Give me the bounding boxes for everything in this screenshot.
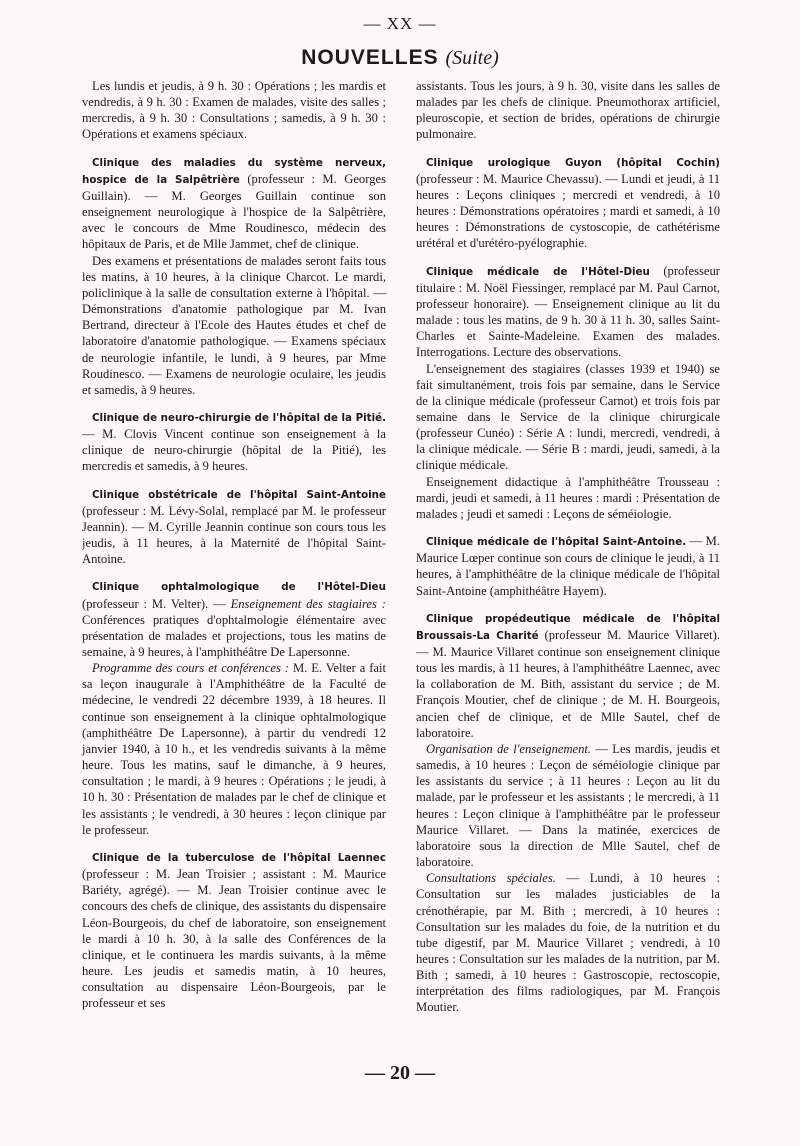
paragraph: L'enseignement des stagiaires (classes 1939 et 1940) se fait simultanément, trois fois par semaine, dans le Service de la clinique médicale (professeur Carnot) et trois fois par semaine dans le Service de la clinique chirurgicale (professeur Cunéo) : Série A : lundi, mercredi, vendredi, à la clinique médicale. — Série B : mardi, jeudi, samedi, à la clinique médicale. <box>416 361 720 473</box>
article-obstetricale <box>82 486 386 568</box>
article-heading: Clinique ophtalmologique de l'Hôtel-Dieu <box>92 581 386 594</box>
section-title <box>0 46 800 70</box>
paragraph: — Lundi, à 10 heures : Consultation sur les malades justiciables de la crénothérapie, par M. Bith ; mercredi, à 10 heures : Consultation sur les malades du foie, de la nutrition et du tube digestif, par M. Maurice Villaret ; vendredi, à 10 heures : Consultation sur les malades de la nutrition, par M. Bith ; samedi, à 10 heures : Gastroscopie, rectoscopie, interprétation des films radiologiques, par M. François Moutier. <box>416 871 720 1015</box>
article-heading: Clinique des maladies du système nerveux, hospice de la Salpêtrière <box>82 156 386 186</box>
article-heading: Clinique obstétricale de l'hôpital Saint-Antoine <box>92 488 386 501</box>
emphasis: Programme des cours et conférences : <box>92 661 290 676</box>
paragraph: (professeur : M. Maurice Chevassu). — Lundi et jeudi, à 11 heures : Leçons cliniques ; mercredi et vendredi, à 10 heures : Démonstrations opératoires ; mardi et samedi, à 10 heures : Démonstrations de cystoscopie, de cathétérisme urétéral et d'urétéro-pyélographie. <box>416 171 720 251</box>
paragraph: (professeur titulaire : M. Noël Fiessinger, remplacé par M. Paul Carnot, professeur honoraire). — Enseignement clinique au lit du malade : tous les matins, de 9 h. 30 à 11 h. 30, salles Saint-Charles et Sainte-Madeleine. Examen des malades. Interrogations. Lecture des observations. <box>416 263 720 360</box>
article-salpetriere <box>82 154 386 398</box>
article-cochin <box>416 154 720 252</box>
section-title-text: NOUVELLES <box>301 46 439 69</box>
emphasis: Organisation de l'enseignement. <box>426 741 592 756</box>
paragraph: (professeur : M. Velter). — <box>82 596 226 611</box>
paragraph: — Les mardis, jeudis et samedis, à 10 heures : Leçon de séméiologie clinique par les assistants du service ; à 11 heures : Leçon au lit du malade, par le professeur et les assistants ; le mercredi, à 11 heures : Leçon clinique à l'amphithéâtre par le professeur Maurice Villaret. — Dans la matinée, exercices de laboratoire sous la direction de Mlle Sautel, chef de laboratoire. <box>416 741 720 870</box>
article-continued <box>416 78 720 143</box>
article-hotel-dieu <box>416 263 720 523</box>
article-heading: Clinique urologique Guyon (hôpital Cochin) <box>426 156 720 169</box>
page-number: — 20 — <box>365 1062 435 1084</box>
article-heading: Clinique de la tuberculose de l'hôpital Laennec <box>92 851 386 864</box>
paragraph: — M. Clovis Vincent continue son enseignement à la clinique de neuro-chirurgie (hôpital de la Pitié), les mercredis et samedis, à 9 heures. <box>82 427 386 474</box>
paragraph: — M. Maurice Lœper continue son cours de clinique le jeudi, à 11 heures, à l'amphithéâtre de la clinique médicale de l'hôpital Saint-Antoine (amphithéâtre Hayem). <box>416 534 721 598</box>
left-column <box>82 78 386 1022</box>
paragraph: assistants. Tous les jours, à 9 h. 30, visite dans les salles de malades par les chefs de clinique. Pneumothorax artificiel, pleuroscopie, et section de brides, opérations de chirurgie pulmonaire. <box>416 79 720 142</box>
article-heading: Clinique propédeutique médicale de l'hôpital Broussais-La Charité <box>416 612 720 642</box>
paragraph: Les lundis et jeudis, à 9 h. 30 : Opérations ; les mardis et vendredis, à 9 h. 30 : Examen de malades, visite des salles ; mercredis, à 9 h. 30 : Consultations ; samedis, à 9 h. 30 : Opérations et examens spéciaux. <box>82 79 386 142</box>
article-heading: Clinique médicale de l'hôpital Saint-Antoine. <box>426 536 687 549</box>
article-continued <box>82 78 386 143</box>
article-pitie <box>82 409 386 475</box>
paragraph: M. E. Velter a fait sa leçon inaugurale à l'Amphithéâtre de la Faculté de médecine, le vendredi 22 décembre 1939, à 18 heures. Il continue son enseignement à la clinique ophtalmologique (amphithéâtre De Lapersonne), à partir du vendredi 12 janvier 1940, à 10 h., et les vendredis suivants à la même heure. Tous les matins, sauf le dimanche, à 9 heures, consultation ; le mardi, à 9 heures : Opérations ; le jeudi, à 10 h. 30 : Présentation de malades par le chef de clinique et les assistants ; le vendredi, à 30 heures : leçon clinique par le professeur. <box>82 661 387 837</box>
paragraph: Conférences pratiques d'ophtalmologie élémentaire avec présentation de malades et projections, tous les matins de semaine, à 9 heures, à l'amphithéâtre De Lapersonne. <box>82 612 386 659</box>
paragraph: (professeur : M. Lévy-Solal, remplacé par M. le professeur Jeannin). — M. Cyrille Jeannin continue son cours tous les jeudis, à 11 heures, à la Maternité de l'hôpital Saint-Antoine. <box>82 503 386 567</box>
article-ophtalmologique <box>82 578 386 838</box>
article-heading: Clinique de neuro-chirurgie de l'hôpital de la Pitié. <box>92 411 387 424</box>
paragraph: (professeur : M. Jean Troisier ; assistant : M. Maurice Bariéty, agrégé). — M. Jean Troisier continue avec le concours des chefs de clinique, des assistants du dispensaire Léon-Bourgeois, du chef de laboratoire, son enseignement le mardi à 10 h. 30, à la salle des Conférences de la clinique, et le continuera les mardis suivants, à la même heure. Les jeudis et samedis matin, à 10 heures, consultation au dispensaire Léon-Bourgeois, par le professeur et ses <box>82 867 386 1011</box>
article-saint-antoine <box>416 533 720 599</box>
right-column <box>416 78 720 1027</box>
article-broussais <box>416 610 720 1016</box>
article-laennec <box>82 849 386 1012</box>
emphasis: Consultations spéciales. <box>426 871 556 886</box>
section-title-suite: (Suite) <box>445 47 499 69</box>
article-heading: Clinique médicale de l'Hôtel-Dieu <box>426 265 650 278</box>
paragraph: (professeur : M. Georges Guillain). — M. Georges Guillain continue son enseignement neurologique à l'hospice de la Salpêtrière, avec le concours de Mme Roudinesco, médecin des hôpitaux de Paris, et de Mlle Jammet, chef de clinique. <box>82 171 386 252</box>
emphasis: Enseignement des stagiaires : <box>230 596 386 611</box>
page-roman-number: — XX — <box>363 14 437 33</box>
paragraph: (professeur M. Maurice Villaret). — M. Maurice Villaret continue son enseignement clinique tous les mardis, à 11 heures, à l'amphithéâtre Laennec, avec la collaboration de M. Bith, assistant du service ; de M. François Moutier, chef de clinique ; de M. H. Bourgeois, ancien chef de clinique, et de Mlle Sautel, chef de laboratoire. <box>416 627 720 740</box>
paragraph: Des examens et présentations de malades seront faits tous les matins, à 10 heures, à la clinique Charcot. Le mardi, policlinique à la salle de consultation externe à l'hôpital. — Démonstrations d'anatomie pathologique par M. Ivan Bertrand, directeur à l'Ecole des Hautes études et chef de laboratoire d'anatomie pathologique. — Examens spéciaux de neurologie infantile, le lundi, à 9 heures, par Mme Roudinesco. — Examens de neurologie oculaire, les jeudis et samedis, à 9 heures. <box>82 253 386 397</box>
paragraph: Enseignement didactique à l'amphithéâtre Trousseau : mardi, jeudi et samedi, à 11 heures : mardi : Présentation de malades ; jeudi et samedi : Leçons de séméiologie. <box>416 474 720 521</box>
